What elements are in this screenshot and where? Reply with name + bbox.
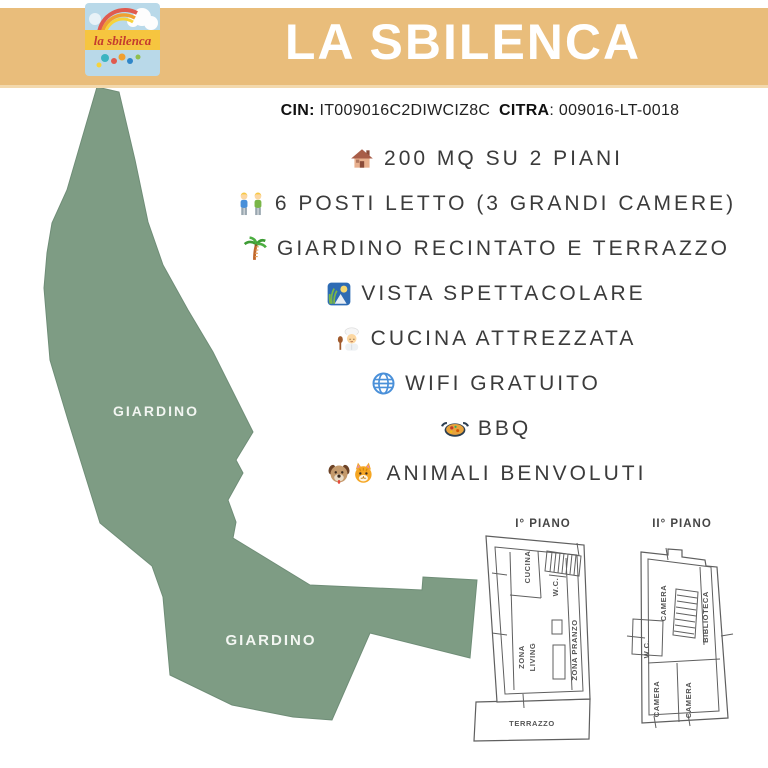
feature-text: GIARDINO RECINTATO E TERRAZZO xyxy=(277,236,730,260)
feature-text: VISTA SPETTACOLARE xyxy=(361,281,646,305)
garden-label-lower: GIARDINO xyxy=(225,632,317,649)
page-title: LA SBILENCA xyxy=(284,14,642,70)
room-label-camera-bottom-right: CAMERA xyxy=(684,681,693,719)
globe-icon xyxy=(371,371,396,396)
dog-cat-icon xyxy=(326,461,378,487)
la-sbilenca-logo xyxy=(85,3,160,76)
cin-label: CIN: xyxy=(280,102,315,119)
two-men-icon xyxy=(236,191,266,217)
room-label-zona-living-2: LIVING xyxy=(528,642,537,672)
citra-label: CITRA xyxy=(499,102,550,119)
floor-plan-1 xyxy=(474,518,590,741)
citra-value: : 009016-LT-0018 xyxy=(549,102,680,119)
room-label-zona-pranzo: ZONA PRANZO xyxy=(570,619,579,681)
room-label-wc-plan2: W.C. xyxy=(642,639,651,659)
feature-text: CUCINA ATTREZZATA xyxy=(370,326,637,350)
feature-row-kitchen xyxy=(200,316,768,361)
room-label-biblioteca: BIBLIOTECA xyxy=(701,591,710,643)
plan1-title: I° PIANO xyxy=(515,518,571,530)
room-label-wc-plan1: W.C. xyxy=(551,577,560,597)
feature-row-view xyxy=(200,271,768,316)
palm-tree-icon xyxy=(242,236,268,262)
paella-pan-icon xyxy=(441,416,469,442)
feature-row-wifi xyxy=(200,361,768,406)
room-label-camera-top: CAMERA xyxy=(659,584,668,622)
floor-plan-2 xyxy=(627,518,733,728)
registration-line xyxy=(192,102,768,120)
landscape-icon xyxy=(326,281,352,307)
room-label-camera-bottom-left: CAMERA xyxy=(652,680,661,718)
feature-row-pets xyxy=(200,451,768,496)
feature-text: ANIMALI BENVOLUTI xyxy=(386,461,647,485)
logo-script-text: la sbilenca xyxy=(93,33,152,48)
house-icon xyxy=(349,146,375,172)
room-label-zona-living-1: ZONA xyxy=(517,645,526,669)
feature-text: 200 MQ SU 2 PIANI xyxy=(384,146,623,170)
feature-text: WIFI GRATUITO xyxy=(405,371,601,395)
plan2-title: II° PIANO xyxy=(652,518,712,530)
room-label-terrazzo: TERRAZZO xyxy=(509,719,555,728)
feature-row-beds xyxy=(200,181,768,226)
cin-value: IT009016C2DIWCIZ8C xyxy=(319,102,491,119)
feature-text: 6 POSTI LETTO (3 GRANDI CAMERE) xyxy=(274,191,737,215)
feature-row-garden xyxy=(200,226,768,271)
chef-icon xyxy=(336,326,362,352)
feature-text: BBQ xyxy=(477,416,532,440)
room-label-cucina: CUCINA xyxy=(523,550,532,584)
feature-row-bbq xyxy=(200,406,768,451)
feature-row-size xyxy=(200,136,768,181)
garden-label-upper: GIARDINO xyxy=(113,403,199,419)
feature-list xyxy=(200,136,768,496)
